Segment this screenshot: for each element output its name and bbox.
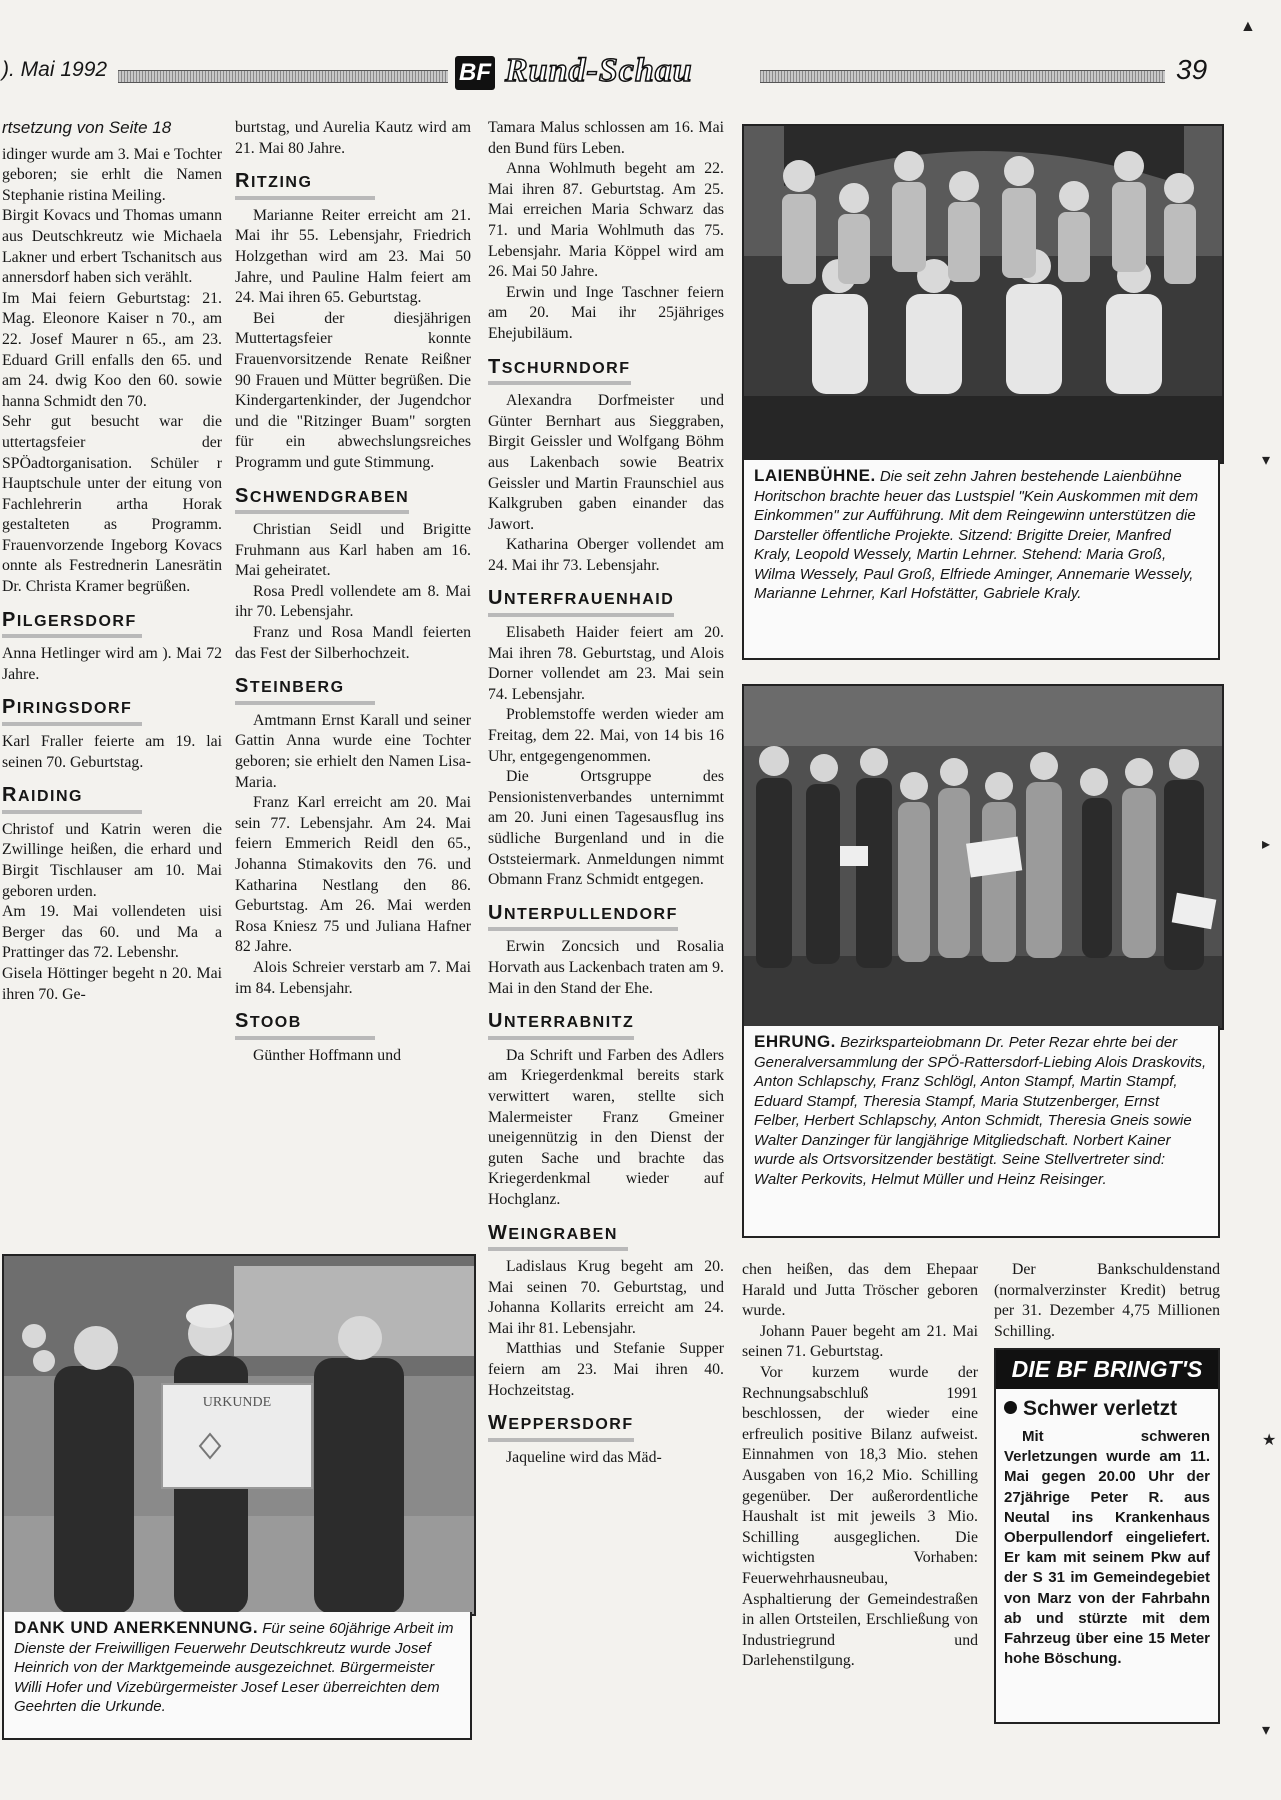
caption-title: DANK UND ANERKENNUNG. [14,1618,259,1637]
section-heading-ritzing: RITZING [235,171,375,200]
paragraph: Karl Fraller feierte am 19. lai seinen 70. Geburtstag. [2,733,222,771]
paragraph: Sehr gut besucht war die uttertagsfeier der SPÖadtorganisation. Schüler r Hauptschule unter der eitung von Fachlehrerin artha Horak gestalteten as Programm. Frauenvorzende Ingeborg Kovacs onnte als Festrednerin Lanesrätin Dr. Christa Kramer begrüßen. [2,413,222,596]
paragraph: chen heißen, das dem Ehepaar Harald und Jutta Tröscher geboren wurde. [742,1261,978,1320]
margin-mark-icon: ★ [1262,1432,1277,1449]
page-header [0,52,1281,96]
paragraph: Bei der diesjährigen Muttertagsfeier konnte Frauenvorsitzende Renate Reißner 90 Frauen und Mütter begrüßen. Die Kindergartenkinder, der Jugendchor und die "Ritzinger Buam" sorgten für ein abwechslungsreiches Programm und gute Stimmung. [235,309,471,471]
caption-title: EHRUNG. [754,1032,836,1051]
section-heading-schwendgraben: SCHWENDGRABEN [235,486,409,515]
paragraph: Der Bankschuldenstand (normalverzinster Kredit) betrug per 31. Dezember 4,75 Millionen Schilling. [994,1261,1220,1340]
box-text: Mit schweren Verletzungen wurde am 11. Mai gegen 20.00 Uhr der 27jährige Peter R. aus Neutal ins Krankenhaus Oberpullendorf eingeliefert. Er kam mit seinem Pkw auf der S 31 im Gemeindegebiet von Marz von der Fahrbahn ab und stürzte mit dem Fahrzeug über eine 15 Meter hohe Böschung. [1004,1428,1210,1668]
paragraph: Im Mai feiern Geburtstag: 21. Mag. Eleonore Kaiser n 70., am 22. Josef Maurer n 65., am 23. Eduard Grill enfalls den 65. und am 24. dwig Koo den 60. sowie hanna Schmidt den 70. [2,289,222,410]
group-photo-image [744,686,1222,1028]
paragraph: Marianne Reiter erreicht am 21. Mai ihr 55. Lebensjahr, Friedrich Holzgethan wird am 23. Mai 50 Jahre, und Pauline Halm feiert am 24. Mai ihren 65. Geburtstag. [235,206,471,307]
laienbuehne-photo [742,124,1224,464]
column-5 [994,1260,1220,1342]
section-heading-steinberg: STEINBERG [235,676,375,705]
certificate-heading: URKUNDE [202,1395,272,1410]
dank-caption [2,1612,472,1740]
section-heading-unterrabnitz: UNTERRABNITZ [488,1011,634,1040]
header-rule-left [118,70,448,83]
paragraph: Da Schrift und Farben des Adlers am Kriegerdenkmal bereits stark verwittert waren, stellte sich Malermeister Franz Gmeiner uneigennützig in den Dienst der guten Sache und brachte das Kriegerdenkmal wieder auf Hochglanz. [488,1046,724,1208]
margin-mark-icon: ▾ [1262,1722,1271,1739]
paragraph: Alois Schreier verstarb am 7. Mai im 84. Lebensjahr. [235,958,471,997]
caption-text: Bezirksparteiobmann Dr. Peter Rezar ehrte bei der Generalversammlung der SPÖ-Rattersdorf-Liebing Alois Draskovits, Anton Schlapschy, Franz Schlögl, Anton Stampf, Martin Stampf, Eduard Stampf, Theresia Stampf, Maria Stutzenberger, Ernst Felber, Herbert Schlapschy, Anton Schmidt, Theresia Gneis sowie Walter Danzinger für langjährige Mitgliedschaft. Norbert Kainer wurde als Ortsvorsitzender bestätigt. Seine Stellvertreter sind: Walter Perkovits, Helmut Müller und Heinz Reisinger. [754,1034,1207,1188]
section-heading-unterfrauenhaid: UNTERFRAUENHAID [488,588,674,617]
paragraph: Elisabeth Haider feiert am 20. Mai ihren 78. Geburtstag, und Alois Dorner vollendet am 23. Mai sein 74. Lebensjahr. [488,624,724,703]
paragraph: Vor kurzem wurde der Rechnungsabschluß 1991 beschlossen, der wieder eine erfreulich positive Bilanz aufweist. Einnahmen von 18,3 Mio. stehen Ausgaben von 16,2 Mio. Schilling gegenüber. Der außerordentliche Haushalt ist mit jeweils 3 Mio. Schilling ausgeglichen. Die wichtigsten Vorhaben: Feuerwehrhausneubau, Asphaltierung der Gemeindestraßen in allen Ortsteilen, Erschließung von Industriegrund und Darlehenstilgung. [742,1363,978,1670]
section-heading-weppersdorf: WEPPERSDORF [488,1413,634,1442]
paragraph: idinger wurde am 3. Mai e Tochter geboren; sie erhlt die Namen Stephanie ristina Meiling. [2,145,222,204]
paragraph: Problemstoffe werden wieder am Freitag, dem 22. Mai, von 14 bis 16 Uhr, entgegengenommen. [488,706,724,765]
margin-mark-icon: ▾ [1262,452,1271,469]
laienbuehne-caption [742,460,1220,660]
section-heading-pilgersdorf: PILGERSDORF [2,610,142,639]
continuation-note: rtsetzung von Seite 18 [2,118,172,137]
column-3 [488,118,724,1468]
paragraph: Tamara Malus schlossen am 16. Mai den Bund fürs Leben. [488,119,724,157]
column-1 [2,118,222,1005]
paragraph: Birgit Kovacs und Thomas umann aus Deutschkreutz wie Michaela Lakner und erbert Tschanitsch aus annersdorf haben sich verählt. [2,207,222,287]
paragraph: Die Ortsgruppe des Pensionistenverbandes unternimmt am 20. Juni einen Tagesausflug ins südliche Burgenland und in die Oststeiermark. Anmeldungen nimmt Obmann Franz Schmidt entgegen. [488,768,724,889]
paragraph: Rosa Predl vollendete am 8. Mai ihr 70. Lebensjahr. [235,582,471,621]
feuerwehr-photo [2,1254,476,1616]
paragraph: Anna Wohlmuth begeht am 22. Mai ihren 87. Geburtstag. Am 25. Mai erreichen Maria Schwarz das 71. und Maria Wohlmuth das 75. Lebensjahr. Maria Köppel wird am 26. Mai 50 Jahre. [488,160,724,281]
paragraph: Alexandra Dorfmeister und Günter Bernhart aus Sieggraben, Birgit Geissler und Wolfgang Böhm aus Lakenbach sowie Beatrix Geissler und Martin Fraunschiel aus Kalkgruben gaben einander das Jawort. [488,392,724,533]
paragraph: Erwin Zoncsich und Rosalia Horvath aus Lackenbach traten am 9. Mai in den Stand der Ehe. [488,938,724,997]
caption-title: LAIENBÜHNE. [754,466,876,485]
bullet-icon [1004,1401,1017,1414]
group-photo-image [744,126,1222,462]
section-heading-tschurndorf: TSCHURNDORF [488,357,631,386]
ehrung-caption [742,1026,1220,1238]
paragraph: Amtmann Ernst Karall und seiner Gattin Anna wurde eine Tochter geboren; sie erhielt den Namen Lisa-Maria. [235,711,471,791]
section-heading-weingraben: WEINGRABEN [488,1223,628,1252]
section-heading-unterpullendorf: UNTERPULLENDORF [488,903,678,932]
paragraph: Erwin und Inge Taschner feiern am 20. Mai ihr 25jähriges Ehejubiläum. [488,283,724,342]
award-photo-image [4,1256,474,1614]
header-rule-right [760,70,1165,83]
paragraph: Am 19. Mai vollendeten uisi Berger das 60. und Ma a Prattinger das 72. Lebenshr. [2,903,222,962]
paragraph: Ladislaus Krug begeht am 20. Mai seinen 70. Geburtstag, und Johanna Kollarits erreicht am 24. Mai ihr 81. Lebensjahr. [488,1258,724,1337]
section-title: Rund-Schau [505,52,693,89]
section-heading-stoob: STOOB [235,1011,375,1040]
ehrung-photo [742,684,1224,1030]
paragraph: Christian Seidl und Brigitte Fruhmann aus Karl haben am 16. Mai geheiratet. [235,521,471,580]
section-heading-piringsdorf: PIRINGSDORF [2,697,142,726]
paragraph: burtstag, und Aurelia Kautz wird am 21. Mai 80 Jahre. [235,119,471,157]
caption-text: Für seine 60jährige Arbeit im Dienste der Freiwilligen Feuerwehr Deutschkreutz wurde Josef Heinrich von der Marktgemeinde ausgezeichnet. Bürgermeister Willi Hofer und Vizebürgermeister Josef Leser überreichten dem Geehrten die Urkunde. [14,1620,454,1715]
paragraph: Gisela Höttinger begeht n 20. Mai ihren 70. Ge- [2,964,222,1003]
column-2 [235,118,471,1066]
paragraph: Jaqueline wird das Mäd- [506,1448,662,1466]
bf-logo: BF [455,56,495,90]
page-number: 39 [1176,54,1208,85]
paragraph: Günther Hoffmann und [253,1046,401,1064]
box-headline: Schwer verletzt [1004,1397,1210,1421]
paragraph: Christof und Katrin weren die Zwillinge heißen, die erhard und Birgit Tischlauser am 10. Mai geboren urden. [2,820,222,900]
box-title: DIE BF BRINGT'S [996,1350,1218,1389]
margin-mark-icon: ▲ [1240,18,1256,35]
caption-text: Die seit zehn Jahren bestehende Laienbühne Horitschon brachte heuer das Lustspiel "Kein Auskommen mit dem Einkommen" zur Aufführung. Mit dem Reingewinn unterstützen die Darsteller öffentliche Projekte. Sitzend: Brigitte Dreier, Manfred Kraly, Leopold Wessely, Martin Lehrner. Stehend: Maria Groß, Wilma Wessely, Paul Groß, Elfriede Aminger, Annemarie Wessely, Marianne Lehrner, Karl Hofstätter, Gabriele Kraly. [754,468,1199,602]
paragraph: Franz und Rosa Mandl feierten das Fest der Silberhochzeit. [235,624,471,662]
paragraph: Anna Hetlinger wird am ). Mai 72 Jahre. [2,645,222,683]
paragraph: Johann Pauer begeht am 21. Mai seinen 71. Geburtstag. [742,1322,978,1361]
margin-mark-icon: ▸ [1262,836,1271,853]
paragraph: Franz Karl erreicht am 20. Mai sein 77. Lebensjahr. Am 24. Mai feiern Emmerich Reidl den 65., Johanna Stimakovits den 76. und Katharina Nestlang den 86. Geburtstag. Am 26. Mai werden Rosa Kniesz 75 und Juliana Hafner 82 Jahre. [235,794,471,956]
bf-bringts-box [994,1348,1220,1724]
paragraph: Matthias und Stefanie Supper feiern am 23. Mai ihren 40. Hochzeitstag. [488,1340,724,1399]
column-4 [742,1260,978,1672]
issue-date: ). Mai 1992 [2,58,108,81]
section-heading-raiding: RAIDING [2,785,142,814]
paragraph: Katharina Oberger vollendet am 24. Mai ihr 73. Lebensjahr. [488,536,724,574]
